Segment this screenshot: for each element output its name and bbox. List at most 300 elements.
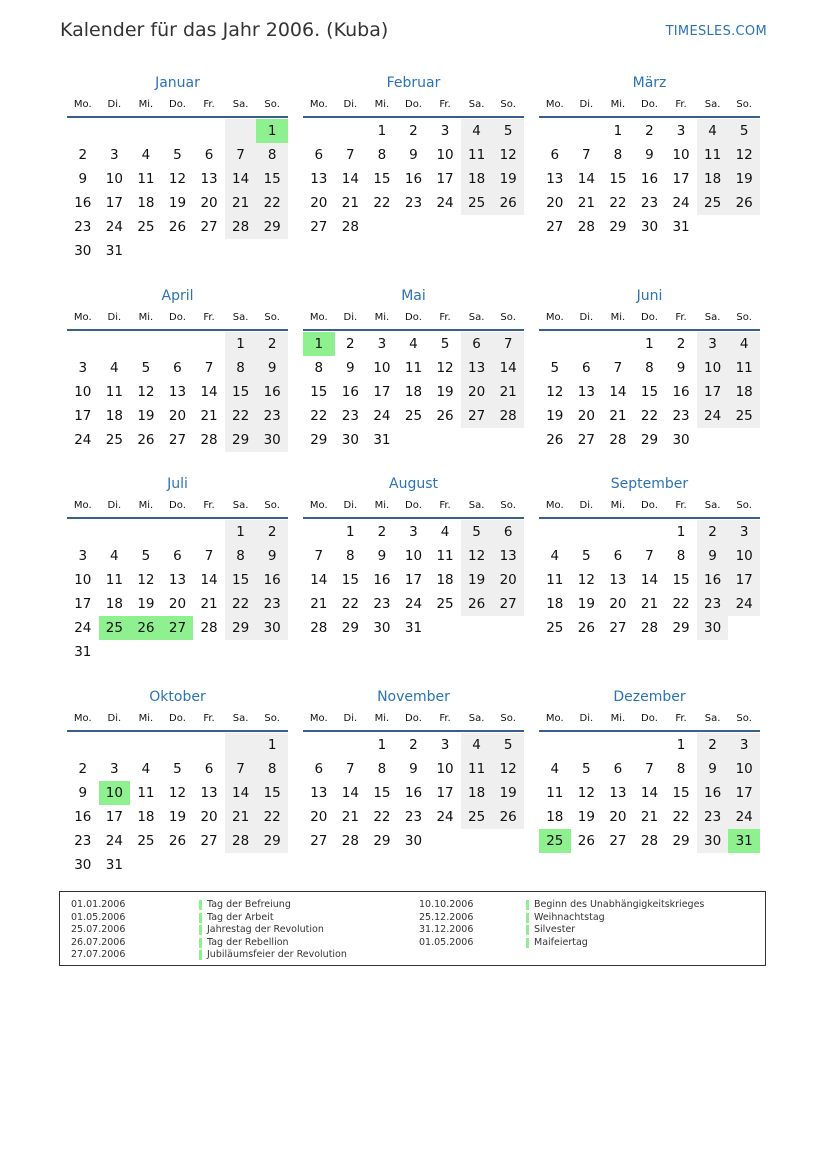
day-cell: 17 bbox=[404, 572, 423, 588]
day-cell: 22 bbox=[640, 408, 659, 424]
empty-cell bbox=[67, 119, 99, 143]
day-cell: 14 bbox=[225, 781, 257, 805]
day-cell: 10 bbox=[373, 360, 391, 376]
day-cell: 26 bbox=[728, 191, 760, 215]
weekday-header bbox=[539, 708, 760, 732]
day-cell: 30 bbox=[373, 620, 391, 636]
day-cell: 15 bbox=[256, 781, 288, 805]
weekday-label: Di. bbox=[107, 312, 122, 323]
month-august bbox=[303, 473, 524, 640]
day-cell: 4 bbox=[461, 119, 493, 143]
day-cell: 1 bbox=[645, 336, 654, 352]
legend-holiday-name: Jubiläumsfeier der Revolution bbox=[199, 949, 347, 962]
day-cell: 24 bbox=[105, 833, 123, 849]
day-cell: 24 bbox=[373, 408, 391, 424]
day-cell: 9 bbox=[645, 147, 654, 163]
day-cell: 12 bbox=[461, 544, 493, 568]
day-cell: 31 bbox=[404, 620, 423, 636]
empty-cell bbox=[67, 733, 99, 757]
day-cell: 28 bbox=[225, 829, 257, 853]
legend-holiday-name: Jahrestag der Revolution bbox=[199, 924, 347, 937]
day-grid bbox=[539, 520, 760, 640]
day-cell: 19 bbox=[577, 596, 595, 612]
day-cell: 28 bbox=[225, 215, 257, 239]
day-cell: 2 bbox=[409, 737, 418, 753]
day-cell: 24 bbox=[728, 805, 760, 829]
day-cell: 31 bbox=[728, 829, 760, 853]
day-grid bbox=[67, 119, 288, 263]
day-cell: 22 bbox=[373, 809, 391, 825]
day-cell: 22 bbox=[609, 195, 627, 211]
empty-cell bbox=[225, 733, 257, 757]
weekday-label: Di. bbox=[107, 713, 122, 724]
month-name: Januar bbox=[155, 75, 200, 91]
day-cell: 21 bbox=[640, 596, 659, 612]
weekday-label: Mo. bbox=[309, 500, 328, 511]
weekday-label: Mi. bbox=[138, 713, 154, 724]
day-cell: 11 bbox=[546, 785, 564, 801]
weekday-label: Do. bbox=[169, 713, 186, 724]
empty-cell bbox=[256, 853, 288, 877]
weekday-label: Mi. bbox=[610, 312, 626, 323]
day-cell: 30 bbox=[256, 428, 288, 452]
empty-cell bbox=[634, 733, 666, 757]
legend-date: 27.07.2006 bbox=[71, 949, 126, 960]
day-cell: 1 bbox=[676, 737, 686, 753]
day-cell: 25 bbox=[404, 408, 423, 424]
page-title: Kalender für das Jahr 2006. (Kuba) bbox=[60, 19, 389, 41]
empty-cell bbox=[193, 733, 225, 757]
weekday-label: So. bbox=[264, 500, 280, 511]
day-cell: 23 bbox=[640, 195, 659, 211]
day-cell: 9 bbox=[377, 548, 387, 564]
day-cell: 13 bbox=[168, 572, 187, 588]
day-cell: 20 bbox=[168, 596, 187, 612]
weekday-label: Sa. bbox=[232, 312, 249, 323]
weekday-label: Sa. bbox=[704, 312, 721, 323]
day-cell: 28 bbox=[577, 219, 595, 235]
weekday-label: Do. bbox=[641, 99, 658, 110]
day-cell: 18 bbox=[461, 781, 493, 805]
day-cell: 7 bbox=[314, 548, 324, 564]
month-name: Dezember bbox=[613, 689, 686, 705]
empty-cell bbox=[99, 640, 131, 664]
day-cell: 5 bbox=[440, 336, 450, 352]
day-cell: 30 bbox=[256, 616, 288, 640]
day-cell: 17 bbox=[74, 596, 92, 612]
empty-cell bbox=[130, 853, 162, 877]
day-cell: 14 bbox=[200, 572, 218, 588]
day-cell: 24 bbox=[74, 432, 92, 448]
day-cell: 9 bbox=[409, 147, 418, 163]
month-name: Mai bbox=[401, 288, 426, 304]
day-cell: 29 bbox=[225, 428, 257, 452]
day-cell: 27 bbox=[546, 219, 564, 235]
legend-left-dates bbox=[71, 899, 125, 962]
day-cell: 18 bbox=[404, 384, 423, 400]
day-cell: 28 bbox=[640, 620, 659, 636]
day-cell: 25 bbox=[697, 191, 729, 215]
day-cell: 18 bbox=[728, 380, 760, 404]
day-cell: 23 bbox=[404, 195, 423, 211]
day-cell: 1 bbox=[676, 524, 686, 540]
day-cell: 8 bbox=[256, 143, 288, 167]
day-cell: 25 bbox=[99, 616, 131, 640]
empty-cell bbox=[492, 616, 524, 640]
day-cell: 24 bbox=[404, 596, 423, 612]
legend-left-names bbox=[199, 899, 347, 962]
empty-cell bbox=[225, 239, 257, 263]
day-cell: 25 bbox=[539, 829, 571, 853]
weekday-label: Di. bbox=[579, 713, 594, 724]
day-cell: 20 bbox=[200, 195, 218, 211]
weekday-label: Fr. bbox=[675, 500, 687, 511]
legend-holiday-name: Beginn des Unabhängigkeitskrieges bbox=[526, 899, 704, 912]
day-cell: 11 bbox=[436, 548, 454, 564]
day-cell: 12 bbox=[577, 572, 595, 588]
day-cell: 25 bbox=[461, 191, 493, 215]
empty-cell bbox=[539, 119, 571, 143]
month-name: November bbox=[377, 689, 450, 705]
empty-cell bbox=[162, 332, 194, 356]
day-cell: 22 bbox=[310, 408, 328, 424]
day-cell: 26 bbox=[436, 408, 454, 424]
day-cell: 30 bbox=[697, 829, 729, 853]
day-cell: 10 bbox=[728, 544, 760, 568]
month-mai bbox=[303, 285, 524, 452]
day-cell: 21 bbox=[341, 809, 359, 825]
day-cell: 12 bbox=[492, 757, 524, 781]
day-cell: 26 bbox=[546, 432, 564, 448]
day-cell: 31 bbox=[373, 432, 391, 448]
day-cell: 1 bbox=[303, 332, 335, 356]
day-cell: 2 bbox=[697, 520, 729, 544]
day-cell: 29 bbox=[310, 432, 328, 448]
empty-cell bbox=[461, 829, 493, 853]
day-grid bbox=[539, 332, 760, 452]
day-cell: 28 bbox=[609, 432, 627, 448]
weekday-label: Mo. bbox=[309, 312, 328, 323]
day-cell: 9 bbox=[346, 360, 355, 376]
day-cell: 8 bbox=[377, 147, 387, 163]
weekday-label: Fr. bbox=[203, 99, 215, 110]
day-cell: 31 bbox=[672, 219, 690, 235]
weekday-label: Do. bbox=[641, 312, 658, 323]
month-september bbox=[539, 473, 760, 640]
day-cell: 11 bbox=[105, 572, 123, 588]
day-cell: 2 bbox=[256, 332, 288, 356]
day-cell: 2 bbox=[78, 147, 88, 163]
empty-cell bbox=[461, 215, 493, 239]
day-cell: 6 bbox=[613, 761, 623, 777]
legend-right-dates bbox=[419, 899, 473, 949]
weekday-label: Di. bbox=[343, 99, 358, 110]
month-name: September bbox=[610, 476, 689, 492]
empty-cell bbox=[225, 853, 257, 877]
day-cell: 20 bbox=[577, 408, 595, 424]
day-cell: 15 bbox=[225, 380, 257, 404]
empty-cell bbox=[492, 215, 524, 239]
day-cell: 29 bbox=[341, 620, 359, 636]
day-cell: 17 bbox=[436, 171, 454, 187]
day-cell: 21 bbox=[492, 380, 524, 404]
day-cell: 1 bbox=[346, 524, 355, 540]
weekday-label: Fr. bbox=[439, 713, 451, 724]
weekday-label: Di. bbox=[343, 713, 358, 724]
day-cell: 4 bbox=[728, 332, 760, 356]
day-cell: 10 bbox=[436, 147, 454, 163]
day-cell: 30 bbox=[341, 432, 359, 448]
day-cell: 18 bbox=[137, 809, 155, 825]
day-cell: 11 bbox=[461, 143, 493, 167]
day-cell: 23 bbox=[341, 408, 359, 424]
day-cell: 20 bbox=[461, 380, 493, 404]
legend-date: 01.05.2006 bbox=[419, 936, 474, 948]
day-cell: 21 bbox=[341, 195, 359, 211]
month-november bbox=[303, 686, 524, 853]
empty-cell bbox=[99, 733, 131, 757]
day-cell: 17 bbox=[105, 809, 123, 825]
day-cell: 10 bbox=[105, 171, 123, 187]
day-cell: 4 bbox=[440, 524, 450, 540]
empty-cell bbox=[429, 616, 461, 640]
day-cell: 2 bbox=[645, 123, 654, 139]
day-cell: 31 bbox=[105, 243, 123, 259]
day-cell: 18 bbox=[137, 195, 155, 211]
empty-cell bbox=[303, 733, 335, 757]
day-cell: 27 bbox=[162, 616, 194, 640]
empty-cell bbox=[130, 332, 162, 356]
weekday-label: Fr. bbox=[439, 99, 451, 110]
day-cell: 4 bbox=[110, 548, 119, 564]
day-cell: 14 bbox=[341, 171, 359, 187]
day-cell: 13 bbox=[168, 384, 187, 400]
weekday-label: Mi. bbox=[610, 713, 626, 724]
day-cell: 5 bbox=[141, 360, 151, 376]
day-cell: 1 bbox=[225, 332, 257, 356]
day-cell: 7 bbox=[613, 360, 623, 376]
day-cell: 14 bbox=[609, 384, 627, 400]
day-cell: 17 bbox=[373, 384, 391, 400]
day-cell: 7 bbox=[225, 143, 257, 167]
day-cell: 16 bbox=[697, 568, 729, 592]
legend-date: 25.07.2006 bbox=[71, 924, 126, 935]
weekday-label: Fr. bbox=[203, 713, 215, 724]
weekday-header bbox=[67, 495, 288, 519]
weekday-label: Mo. bbox=[545, 500, 564, 511]
empty-cell bbox=[130, 733, 162, 757]
day-cell: 27 bbox=[577, 432, 595, 448]
day-cell: 30 bbox=[74, 243, 92, 259]
day-cell: 2 bbox=[78, 761, 88, 777]
day-cell: 16 bbox=[74, 809, 92, 825]
day-cell: 19 bbox=[137, 596, 155, 612]
day-cell: 6 bbox=[173, 360, 182, 376]
empty-cell bbox=[728, 215, 760, 239]
day-cell: 29 bbox=[256, 215, 288, 239]
weekday-label: So. bbox=[500, 500, 516, 511]
day-cell: 5 bbox=[141, 548, 151, 564]
day-cell: 28 bbox=[492, 404, 524, 428]
empty-cell bbox=[571, 733, 603, 757]
day-cell: 2 bbox=[377, 524, 387, 540]
month-name: April bbox=[161, 288, 194, 304]
day-cell: 4 bbox=[141, 761, 151, 777]
brand-link[interactable]: TIMESLES.COM bbox=[665, 24, 767, 39]
month-name: Juni bbox=[636, 288, 663, 304]
weekday-label: Mo. bbox=[73, 99, 92, 110]
day-cell: 30 bbox=[74, 857, 92, 873]
day-cell: 10 bbox=[672, 147, 690, 163]
day-cell: 10 bbox=[697, 356, 729, 380]
day-cell: 26 bbox=[577, 620, 595, 636]
day-cell: 14 bbox=[492, 356, 524, 380]
day-cell: 5 bbox=[492, 119, 524, 143]
day-cell: 8 bbox=[613, 147, 623, 163]
day-cell: 13 bbox=[609, 572, 627, 588]
weekday-label: Fr. bbox=[675, 713, 687, 724]
day-cell: 20 bbox=[310, 809, 328, 825]
weekday-header bbox=[539, 495, 760, 519]
empty-cell bbox=[193, 119, 225, 143]
day-cell: 28 bbox=[341, 219, 359, 235]
empty-cell bbox=[602, 733, 634, 757]
day-cell: 18 bbox=[546, 809, 564, 825]
day-cell: 24 bbox=[728, 592, 760, 616]
day-cell: 12 bbox=[492, 143, 524, 167]
day-grid bbox=[67, 733, 288, 877]
day-cell: 6 bbox=[550, 147, 560, 163]
day-cell: 15 bbox=[310, 384, 328, 400]
day-cell: 30 bbox=[640, 219, 659, 235]
day-cell: 17 bbox=[436, 785, 454, 801]
month-april bbox=[67, 285, 288, 452]
day-cell: 27 bbox=[200, 219, 218, 235]
day-cell: 15 bbox=[256, 167, 288, 191]
day-cell: 12 bbox=[168, 785, 187, 801]
day-cell: 10 bbox=[436, 761, 454, 777]
day-cell: 18 bbox=[697, 167, 729, 191]
empty-cell bbox=[492, 829, 524, 853]
day-cell: 25 bbox=[546, 620, 564, 636]
day-cell: 3 bbox=[440, 737, 450, 753]
empty-cell bbox=[398, 215, 430, 239]
empty-cell bbox=[193, 853, 225, 877]
day-cell: 1 bbox=[225, 520, 257, 544]
month-januar bbox=[67, 72, 288, 263]
weekday-label: Mo. bbox=[545, 312, 564, 323]
weekday-label: Mo. bbox=[73, 312, 92, 323]
day-cell: 27 bbox=[168, 432, 187, 448]
weekday-label: Mi. bbox=[138, 312, 154, 323]
day-cell: 11 bbox=[105, 384, 123, 400]
day-cell: 1 bbox=[613, 123, 623, 139]
day-cell: 9 bbox=[697, 544, 729, 568]
empty-cell bbox=[398, 428, 430, 452]
day-cell: 5 bbox=[550, 360, 560, 376]
day-cell: 17 bbox=[672, 171, 690, 187]
day-cell: 7 bbox=[225, 757, 257, 781]
empty-cell bbox=[728, 428, 760, 452]
day-cell: 7 bbox=[492, 332, 524, 356]
day-cell: 1 bbox=[256, 119, 288, 143]
empty-cell bbox=[99, 520, 131, 544]
legend-holiday-name: Tag der Befreiung bbox=[199, 899, 347, 912]
day-cell: 21 bbox=[200, 408, 218, 424]
weekday-header bbox=[539, 94, 760, 118]
weekday-header bbox=[67, 708, 288, 732]
empty-cell bbox=[67, 332, 99, 356]
day-cell: 6 bbox=[314, 761, 324, 777]
day-cell: 18 bbox=[105, 408, 123, 424]
day-cell: 9 bbox=[256, 356, 288, 380]
day-cell: 17 bbox=[74, 408, 92, 424]
day-cell: 14 bbox=[341, 785, 359, 801]
month-name: Juli bbox=[167, 476, 188, 492]
day-cell: 14 bbox=[640, 785, 659, 801]
day-cell: 11 bbox=[728, 356, 760, 380]
weekday-label: So. bbox=[500, 713, 516, 724]
day-cell: 5 bbox=[582, 761, 591, 777]
weekday-label: So. bbox=[736, 713, 752, 724]
day-cell: 13 bbox=[310, 785, 328, 801]
day-cell: 19 bbox=[168, 809, 187, 825]
day-cell: 13 bbox=[577, 384, 595, 400]
day-cell: 26 bbox=[130, 616, 162, 640]
day-cell: 25 bbox=[137, 833, 155, 849]
day-cell: 3 bbox=[110, 761, 119, 777]
weekday-label: Sa. bbox=[232, 500, 249, 511]
day-cell: 19 bbox=[492, 781, 524, 805]
empty-cell bbox=[130, 520, 162, 544]
day-cell: 3 bbox=[78, 360, 88, 376]
weekday-label: Mi. bbox=[610, 500, 626, 511]
day-cell: 22 bbox=[256, 805, 288, 829]
day-cell: 30 bbox=[672, 432, 690, 448]
day-cell: 9 bbox=[676, 360, 686, 376]
day-grid bbox=[303, 733, 524, 853]
month-dezember bbox=[539, 686, 760, 853]
weekday-header bbox=[303, 94, 524, 118]
day-cell: 13 bbox=[546, 171, 564, 187]
day-cell: 26 bbox=[461, 592, 493, 616]
weekday-label: So. bbox=[500, 312, 516, 323]
day-cell: 15 bbox=[672, 785, 690, 801]
day-cell: 16 bbox=[373, 572, 391, 588]
day-cell: 24 bbox=[697, 404, 729, 428]
day-cell: 3 bbox=[377, 336, 387, 352]
day-cell: 28 bbox=[200, 432, 218, 448]
day-cell: 13 bbox=[609, 785, 627, 801]
day-cell: 4 bbox=[550, 548, 560, 564]
day-cell: 16 bbox=[74, 195, 92, 211]
day-cell: 19 bbox=[577, 809, 595, 825]
empty-cell bbox=[162, 119, 194, 143]
legend-holiday-name: Tag der Rebellion bbox=[199, 937, 347, 950]
day-cell: 21 bbox=[577, 195, 595, 211]
day-cell: 16 bbox=[672, 384, 690, 400]
day-cell: 6 bbox=[582, 360, 591, 376]
day-cell: 20 bbox=[310, 195, 328, 211]
day-cell: 23 bbox=[697, 592, 729, 616]
day-cell: 23 bbox=[404, 809, 423, 825]
day-cell: 20 bbox=[546, 195, 564, 211]
day-cell: 22 bbox=[341, 596, 359, 612]
day-cell: 1 bbox=[377, 123, 387, 139]
empty-cell bbox=[99, 119, 131, 143]
day-grid bbox=[303, 119, 524, 239]
day-cell: 10 bbox=[728, 757, 760, 781]
